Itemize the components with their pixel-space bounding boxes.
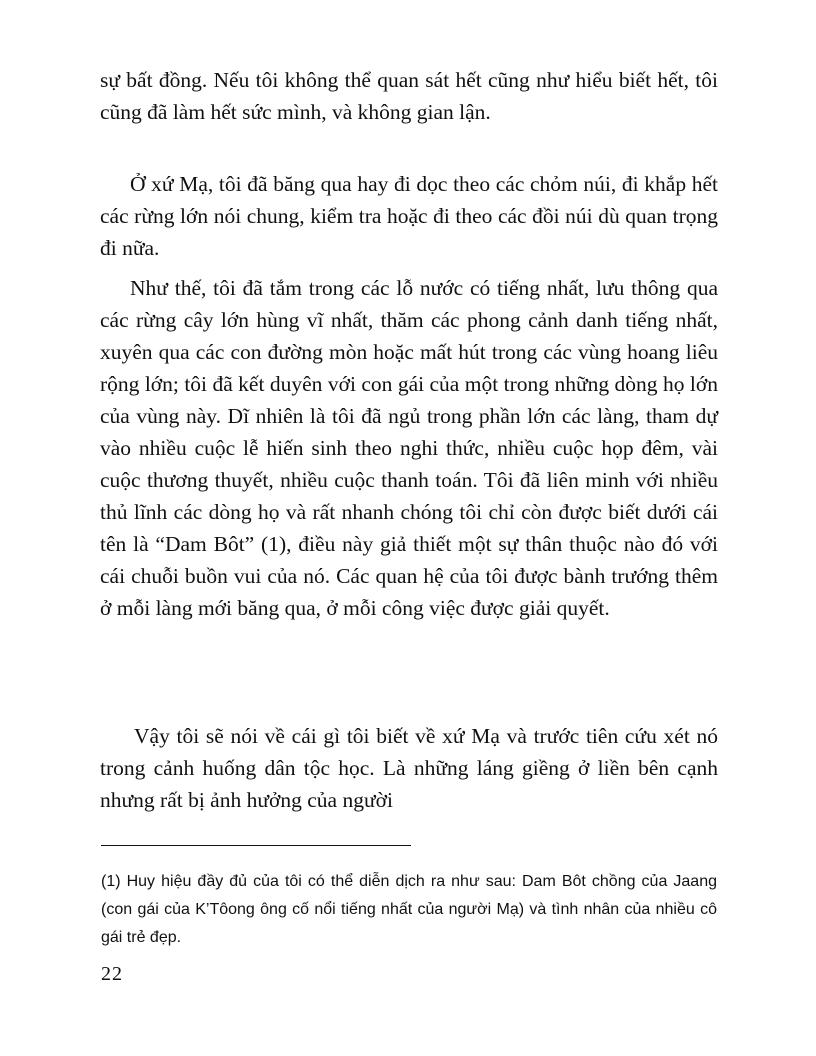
footnote-separator	[101, 845, 411, 846]
paragraph-3: Như thế, tôi đã tắm trong các lỗ nước có tiếng nhất, lưu thông qua các rừng cây lớn hùng vĩ nhất, thăm các phong cảnh danh tiếng nhất, xuyên qua các con đường mòn hoặc mất hút trong các vùng hoang liêu rộng lớn; tôi đã kết duyên với con gái của một trong những dòng họ lớn của vùng này. Dĩ nhiên là tôi đã ngủ trong phần lớn các làng, tham dự vào nhiều cuộc lễ hiến sinh theo nghi thức, nhiều cuộc họp đêm, vài cuộc thương thuyết, nhiều cuộc thanh toán. Tôi đã liên minh với nhiều thủ lĩnh các dòng họ và rất nhanh chóng tôi chỉ còn được biết dưới cái tên là “Dam Bôt” (1), điều này giả thiết một sự thân thuộc nào đó với cái chuỗi buồn vui của nó. Các quan hệ của tôi được bành trướng thêm ở mỗi làng mới băng qua, ở mỗi công việc được giải quyết.	[100, 276, 718, 620]
paragraph-1: sự bất đồng. Nếu tôi không thể quan sát hết cũng như hiểu biết hết, tôi cũng đã làm hết sức mình, và không gian lận.	[100, 68, 718, 124]
paragraph-2: Ở xứ Mạ, tôi đã băng qua hay đi dọc theo các chỏm núi, đi khắp hết các rừng lớn nói chung, kiểm tra hoặc đi theo các đồi núi dù quan trọng đi nữa.	[100, 172, 718, 260]
paragraph-4: Vậy tôi sẽ nói về cái gì tôi biết về xứ Mạ và trước tiên cứu xét nó trong cảnh huống dân tộc học. Là những láng giềng ở liền bên cạnh nhưng rất bị ảnh hưởng của người	[100, 724, 718, 812]
page-number: 22	[101, 963, 123, 985]
footnote: (1) Huy hiệu đầy đủ của tôi có thể diễn dịch ra như sau: Dam Bôt chồng của Jaang (con gái của K’Tôong ông cố nổi tiếng nhất của người Mạ) và tình nhân của nhiều cô gái trẻ đẹp.	[101, 873, 717, 946]
